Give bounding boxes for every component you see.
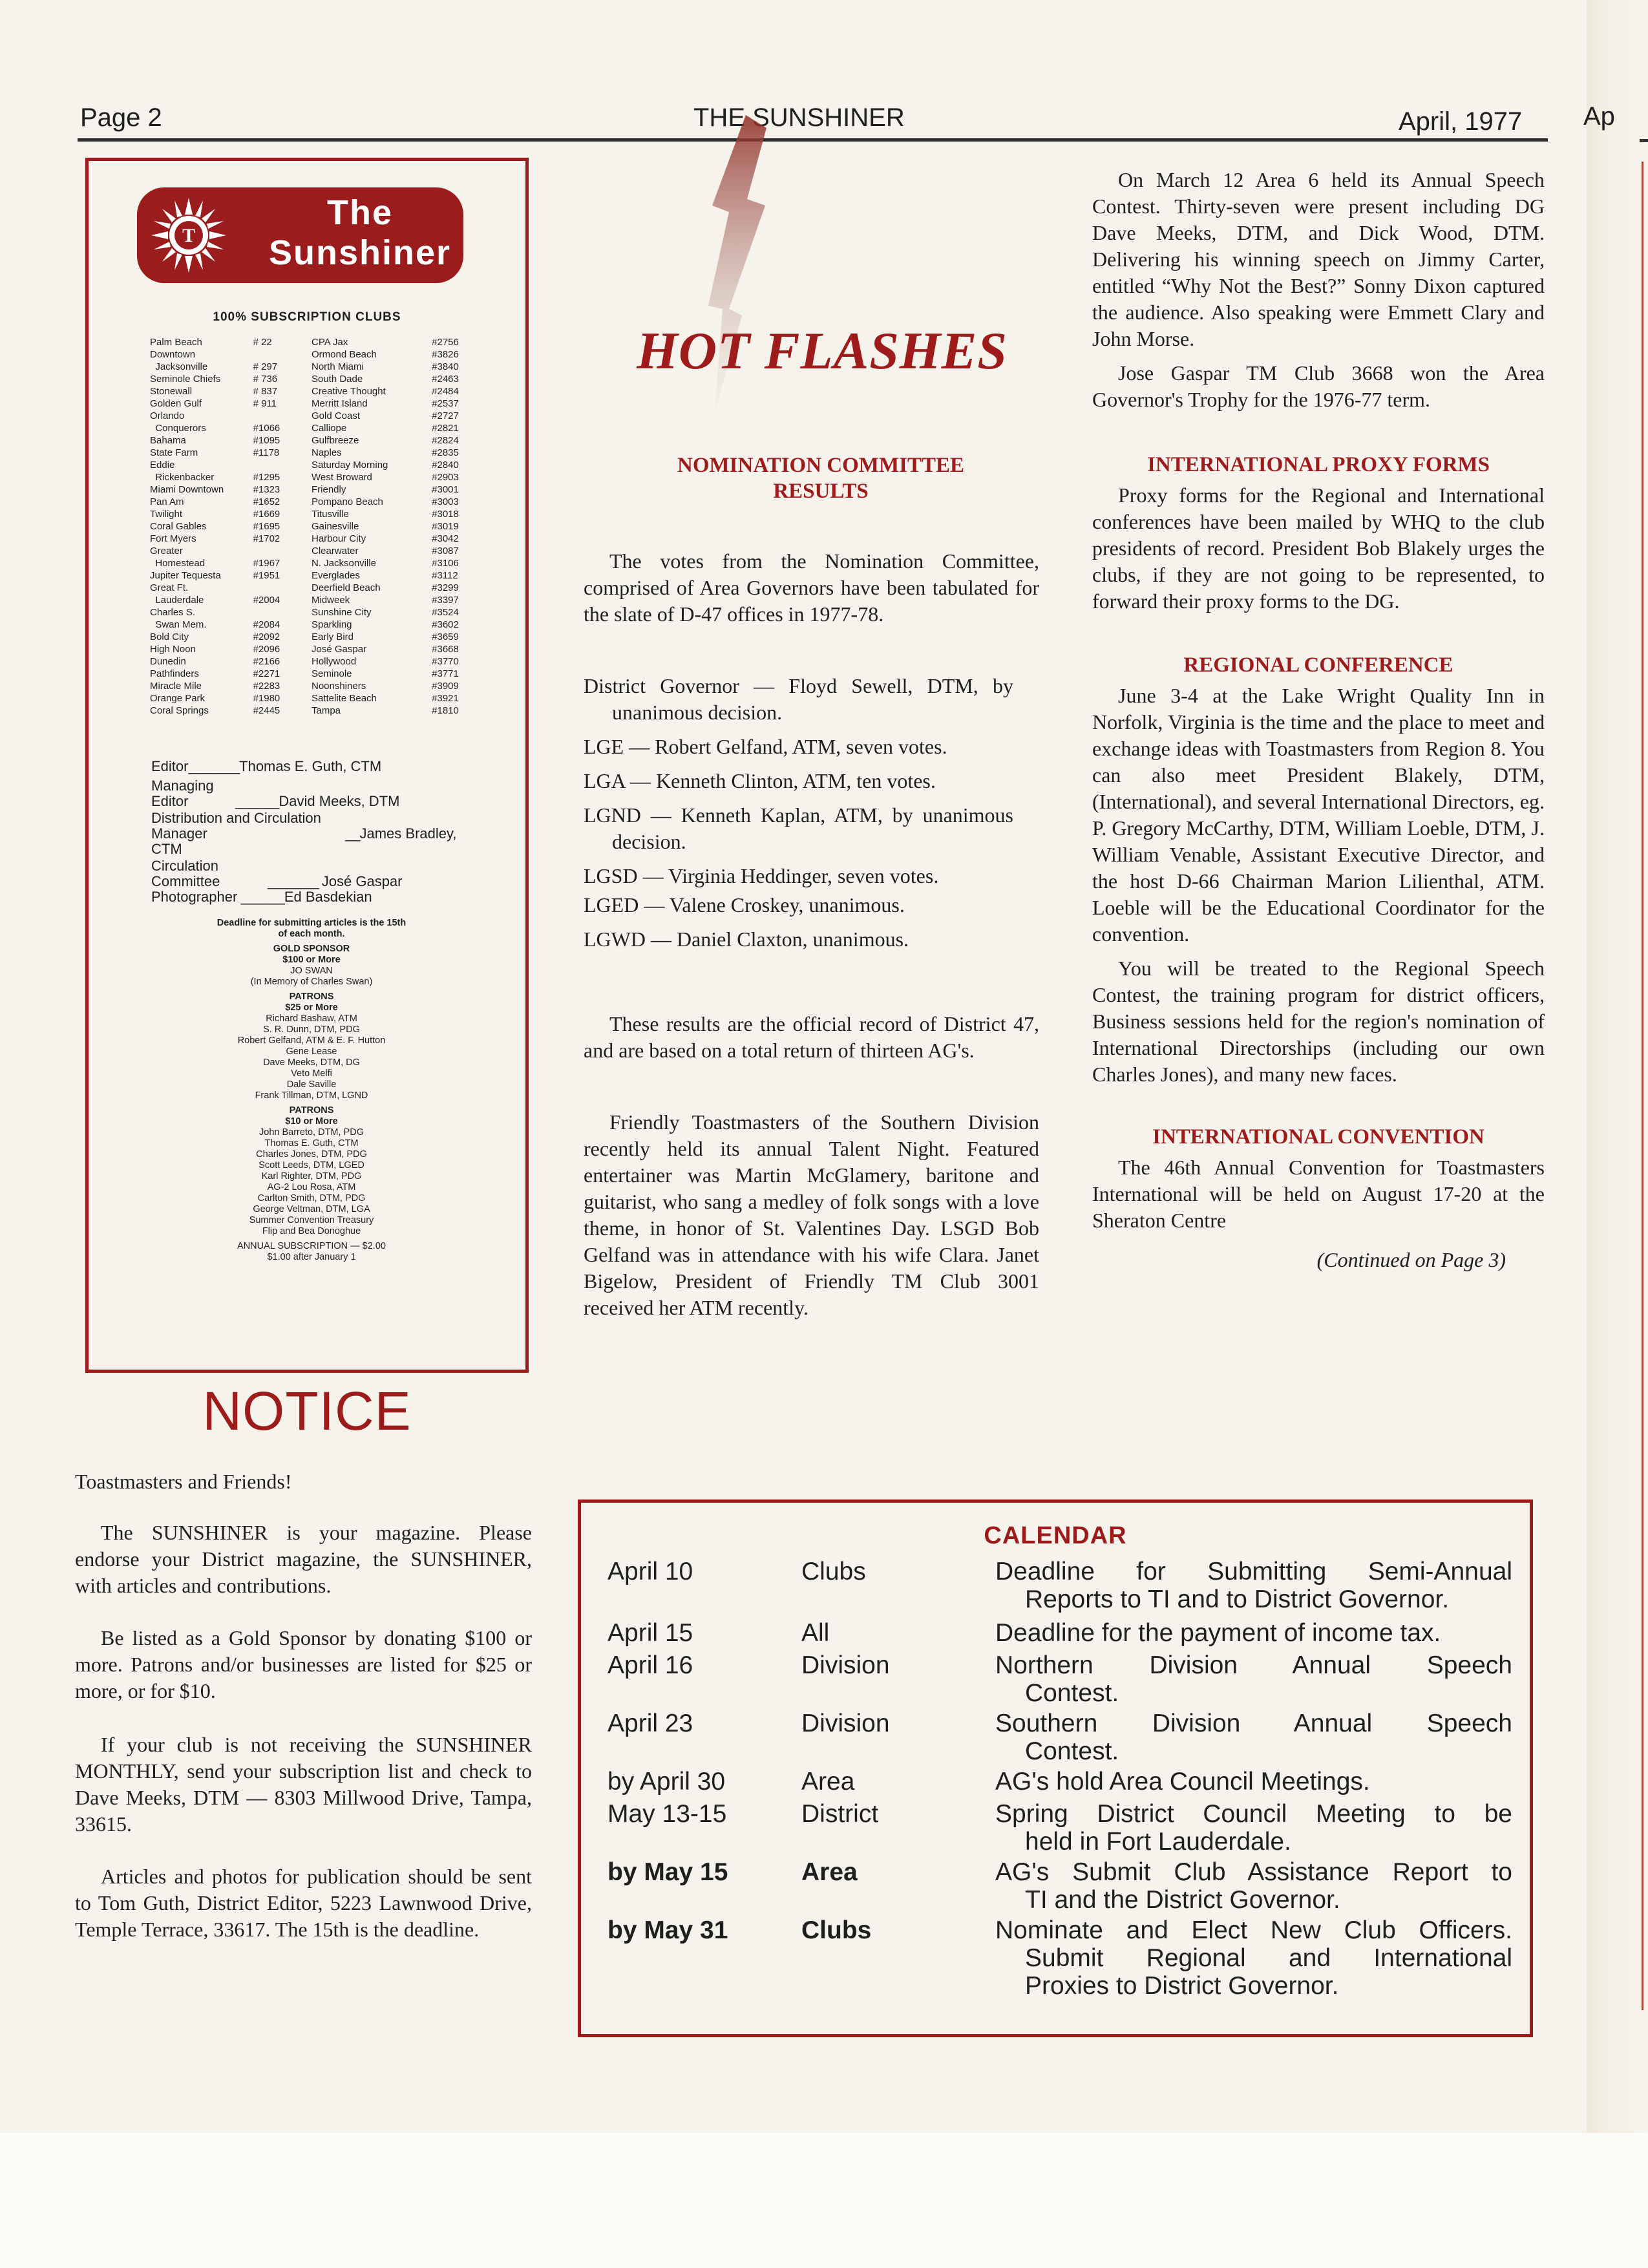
calendar-audience: District [801, 1800, 879, 1828]
club-name: Gainesville [311, 521, 359, 532]
club-name: Pompano Beach [311, 496, 383, 507]
regional-p1: June 3-4 at the Lake Wright Quality Inn in Norfolk, Virginia is the time and the place to meet and exchange ideas with Toastmasters from Region 8. You can also meet President Blakely, DTM, (International), and several International Directors, eg. P. Gregory McCarthy, DTM, William Loeble, DTM, J. William Venable, Assistant Executive Director, and the host D-66 Chairman Marion Lilienthal, ATM. Loeble will be the Educational Coordinator for the convention. [1092, 684, 1545, 946]
calendar-audience: Area [801, 1768, 855, 1796]
nominee-entry: LGED — Valene Croskey, unanimous. [584, 893, 905, 917]
calendar-date: April 10 [607, 1558, 693, 1585]
patron-name: Carlton Smith, DTM, PDG [257, 1193, 366, 1203]
nominee-entry: LGND — Kenneth Kaplan, ATM, by unanimous decision. [584, 803, 1013, 853]
club-number [253, 410, 312, 422]
next-page-spine [1587, 0, 1648, 2268]
club-row [150, 336, 473, 348]
area6-article: On March 12 Area 6 held its Annual Speech Contest. Thirty-seven were present including DG Dave Meeks, DTM, and Dick Wood, DTM. Delivering his winning speech on Jimmy Carter, entitled “Why Not the Best?” Sonny Dixon captured the audience. Also speaking were Emmett Clary and John Morse. [1092, 168, 1545, 350]
spine-text: Ap [1583, 102, 1615, 131]
club-number: #1295 [253, 472, 280, 483]
club-row [150, 569, 473, 582]
club-name: N. Jacksonville [311, 558, 377, 569]
club-name: Dunedin [150, 656, 186, 667]
club-name: Calliope [311, 423, 347, 434]
page-bottom-margin [0, 2133, 1648, 2268]
club-name: Miracle Mile [150, 681, 202, 692]
club-number: #2084 [253, 619, 280, 630]
calendar-event [995, 1619, 1512, 1647]
club-name: Midweek [311, 595, 350, 606]
club-name: South Dade [311, 374, 363, 385]
club-number: #3003 [432, 496, 459, 507]
notice-greeting: Toastmasters and Friends! [75, 1470, 292, 1493]
patron-name: Gene Lease [286, 1046, 337, 1057]
club-number: #3299 [432, 582, 459, 593]
club-number: #3826 [432, 349, 459, 360]
calendar-date: April 16 [607, 1651, 693, 1679]
club-name: Everglades [311, 570, 361, 581]
club-row [150, 508, 473, 520]
club-row [150, 385, 473, 397]
calendar-date: by May 31 [607, 1916, 728, 1944]
club-number: #1980 [253, 693, 280, 704]
continued-note: (Continued on Page 3) [1316, 1248, 1506, 1271]
club-name: Golden Gulf [150, 398, 202, 409]
club-row [150, 348, 473, 361]
calendar-event-line: Proxies to District Governor. [1025, 1972, 1339, 2000]
nominee-entry: LGWD — Daniel Claxton, unanimous. [584, 927, 909, 951]
club-name: Pan Am [150, 496, 184, 507]
calendar-event [995, 1916, 1512, 2000]
logo-line-2: Sunshiner [268, 233, 452, 272]
patron-name: Robert Gelfand, ATM & E. F. Hutton [237, 1035, 386, 1046]
sun-logo-icon [150, 196, 227, 274]
gold-sponsor-name: JO SWAN [290, 966, 333, 976]
club-name: Seminole Chiefs [150, 374, 221, 385]
club-number: #3018 [432, 509, 459, 520]
club-number: #1652 [253, 496, 280, 507]
club-number: #2271 [253, 668, 280, 679]
calendar-event [995, 1710, 1512, 1765]
calendar-date: April 23 [607, 1710, 693, 1737]
patrons25-heading: PATRONS [289, 991, 334, 1002]
club-number: #2096 [253, 644, 280, 655]
patron-name: Veto Melfi [291, 1068, 332, 1079]
club-name: State Farm [150, 447, 198, 458]
club-row [150, 410, 473, 422]
patron-name: Flip and Bea Donoghue [262, 1226, 361, 1236]
club-row [150, 680, 473, 692]
club-number: #2166 [253, 656, 280, 667]
patrons10-amount: $10 or More [285, 1116, 338, 1127]
notice-body [75, 1468, 532, 1969]
spine-box [1642, 162, 1648, 2010]
patron-name: Frank Tillman, DTM, LGND [255, 1090, 368, 1101]
club-number: #3921 [432, 693, 459, 704]
club-name: Stonewall [150, 386, 193, 397]
calendar-event-line: Northern Division Annual Speech [995, 1651, 1512, 1679]
club-name: Naples [311, 447, 342, 458]
club-number [253, 545, 312, 557]
spine-rule [1640, 139, 1648, 142]
gold-sponsor-memo: (In Memory of Charles Swan) [250, 977, 373, 987]
club-name: Charles S. [150, 607, 196, 618]
club-name: Downtown [150, 349, 196, 360]
club-row [150, 447, 473, 459]
club-name: Swan Mem. [150, 619, 207, 630]
patron-name: AG-2 Lou Rosa, ATM [267, 1182, 356, 1192]
gold-sponsor-heading: GOLD SPONSOR [273, 944, 350, 954]
club-number: #3042 [432, 533, 459, 544]
club-row [150, 361, 473, 373]
logo-line-1: The [326, 193, 393, 232]
club-name: Merritt Island [311, 398, 368, 409]
calendar-event [995, 1651, 1512, 1707]
staff-editor: Editor_______Thomas E. Guth, CTM [151, 758, 382, 774]
club-row [150, 373, 473, 385]
club-row [150, 655, 473, 668]
patron-name: S. R. Dunn, DTM, PDG [263, 1024, 360, 1035]
club-number: # 297 [253, 361, 278, 372]
calendar-audience: Division [801, 1651, 890, 1679]
club-number: #2756 [432, 337, 459, 348]
patron-name: Thomas E. Guth, CTM [264, 1138, 359, 1149]
club-number: #2484 [432, 386, 459, 397]
club-name: Gulfbreeze [311, 435, 359, 446]
club-name: Sunshine City [311, 607, 372, 618]
club-name: Orange Park [150, 693, 206, 704]
club-name: Rickenbacker [150, 472, 215, 483]
calendar-audience: Clubs [801, 1558, 866, 1585]
club-name: High Noon [150, 644, 196, 655]
calendar-date: May 13-15 [607, 1800, 727, 1828]
club-number: #3840 [432, 361, 459, 372]
club-name: Coral Springs [150, 705, 209, 716]
club-name: Jupiter Tequesta [150, 570, 221, 581]
club-name: Homestead [150, 558, 206, 569]
club-number: #3106 [432, 558, 459, 569]
club-number: #1178 [253, 447, 280, 458]
patrons10-list [150, 1127, 473, 1237]
patron-name: Richard Bashaw, ATM [266, 1013, 357, 1024]
club-name: José Gaspar [311, 644, 367, 655]
calendar-event [995, 1558, 1512, 1613]
club-name: North Miami [311, 361, 364, 372]
patron-name: Scott Leeds, DTM, LGED [259, 1160, 364, 1171]
club-row [150, 520, 473, 533]
calendar-event-line: TI and the District Governor. [1025, 1886, 1340, 1914]
patron-name: George Veltman, DTM, LGA [253, 1204, 370, 1214]
club-number: #2727 [432, 410, 459, 421]
club-number: # 22 [253, 337, 272, 348]
club-number: #1695 [253, 521, 280, 532]
club-number [253, 459, 312, 471]
club-row [150, 496, 473, 508]
notice-p2: Be listed as a Gold Sponsor by donating $100 or more. Patrons and/or businesses are listed for $25 or more, or for $10. [75, 1626, 532, 1702]
sunshiner-logo [137, 187, 463, 283]
club-row [150, 631, 473, 643]
proxy-article: Proxy forms for the Regional and International conferences have been mailed by WHQ to the club presidents of record. President Bob Blakely urges the clubs, if they are not going to be represented, to forward their proxy forms to the DG. [1092, 483, 1545, 613]
calendar-date: April 15 [607, 1619, 693, 1647]
club-row [150, 471, 473, 483]
club-number: #1702 [253, 533, 280, 544]
staff-photographer: Photographer ______Ed Basdekian [151, 889, 372, 905]
club-row [150, 594, 473, 606]
calendar-event-line: AG's Submit Club Assistance Report to [995, 1858, 1512, 1886]
club-row [150, 483, 473, 496]
regional-p2: You will be treated to the Regional Speech Contest, the training program for district officers, Business sessions held for the region's nomination of International Directorships (including our own Charles Jones), and many new faces. [1092, 957, 1545, 1086]
club-number: #3771 [432, 668, 459, 679]
club-name: Lauderdale [150, 595, 204, 606]
svg-text:T: T [182, 225, 196, 246]
calendar-event-line: Spring District Council Meeting to be [995, 1800, 1512, 1828]
club-name: Noonshiners [311, 681, 366, 692]
calendar-date: by May 15 [607, 1858, 728, 1886]
club-row [150, 619, 473, 631]
club-number: #3019 [432, 521, 459, 532]
club-number: #1095 [253, 435, 280, 446]
calendar-heading: CALENDAR [984, 1522, 1127, 1549]
calendar-audience: Clubs [801, 1916, 872, 1944]
nomination-heading: NOMINATION COMMITTEE RESULTS [677, 454, 964, 503]
club-number: #2537 [432, 398, 459, 409]
calendar-event-line: Contest. [1025, 1679, 1119, 1707]
club-name: CPA Jax [311, 337, 348, 348]
club-name: Bahama [150, 435, 186, 446]
notice-p3: If your club is not receiving the SUNSHINER MONTHLY, send your subscription list and check to Dave Meeks, DTM — 8303 Millwood Drive, Tampa, 33615. [75, 1733, 532, 1836]
deadline-note: Deadline for submitting articles is the 15th of each month. [217, 918, 407, 939]
club-row [150, 533, 473, 545]
nominee-list [584, 673, 1039, 953]
staff-circulation: Circulation Committee _______ José Gaspar [151, 858, 403, 889]
club-name: Great Ft. [150, 582, 189, 593]
club-name: Orlando [150, 410, 185, 421]
club-number: #1951 [253, 570, 280, 581]
club-name: Fort Myers [150, 533, 196, 544]
proxy-heading: INTERNATIONAL PROXY FORMS [1147, 453, 1490, 476]
club-row [150, 668, 473, 680]
club-name: Saturday Morning [311, 460, 388, 471]
regional-heading: REGIONAL CONFERENCE [1183, 653, 1453, 677]
club-name: Tampa [311, 705, 341, 716]
patrons25-amount: $25 or More [285, 1002, 338, 1013]
patron-name: Charles Jones, DTM, PDG [256, 1149, 367, 1160]
patron-name: Dale Saville [286, 1079, 337, 1090]
club-row [150, 422, 473, 434]
page-title: THE SUNSHINER [693, 103, 905, 132]
calendar-event-line: AG's hold Area Council Meetings. [995, 1768, 1370, 1796]
club-name: Sattelite Beach [311, 693, 377, 704]
sponsor-block [150, 918, 473, 1263]
club-name: Palm Beach [150, 337, 202, 348]
nominee-entry: LGE — Robert Gelfand, ATM, seven votes. [584, 735, 947, 758]
club-number: #3909 [432, 681, 459, 692]
club-number: #2840 [432, 460, 459, 471]
staff-managing-editor: Managing Editor ______David Meeks, DTM [151, 778, 400, 809]
calendar-event [995, 1768, 1512, 1796]
patron-name: Dave Meeks, DTM, DG [263, 1057, 360, 1068]
club-name: Clearwater [311, 546, 359, 556]
calendar-event-line: Reports to TI and to District Governor. [1025, 1585, 1450, 1613]
calendar-event-line: Contest. [1025, 1737, 1119, 1765]
club-name: Eddie [150, 460, 175, 471]
gold-sponsor-amount: $100 or More [282, 955, 341, 965]
club-number: #2283 [253, 681, 280, 692]
club-name: Twilight [150, 509, 183, 520]
club-name: Hollywood [311, 656, 357, 667]
club-number: #3770 [432, 656, 459, 667]
club-number [253, 582, 312, 594]
friendly-article: Friendly Toastmasters of the Southern Division recently held its annual Talent Night. Featured entertainer was Martin McGlamery, baritone and guitarist, who sang a medley of folk songs with a love theme, in honor of St. Valentines Day. LSGD Bob Gelfand was in attendance with his wife Clara. Janet Bigelow, President of Friendly TM Club 3001 received her ATM recently. [584, 1110, 1039, 1319]
club-name: Harbour City [311, 533, 366, 544]
calendar-audience: Area [801, 1858, 858, 1886]
club-name: Titusville [311, 509, 349, 520]
club-name: Deerfield Beach [311, 582, 381, 593]
calendar-event-line: Deadline for Submitting Semi-Annual [995, 1558, 1512, 1585]
club-number: # 736 [253, 374, 278, 385]
club-number: #3001 [432, 484, 459, 495]
hot-flashes-heading: HOT FLASHES [637, 321, 1008, 380]
patrons10-heading: PATRONS [289, 1105, 334, 1116]
issue-date: April, 1977 [1399, 107, 1523, 136]
club-number: #1669 [253, 509, 280, 520]
club-number: #1967 [253, 558, 280, 569]
middle-column [584, 548, 1039, 1347]
club-number: #1323 [253, 484, 280, 495]
calendar-event [995, 1858, 1512, 1914]
club-row [150, 545, 473, 557]
club-name: Creative Thought [311, 386, 386, 397]
patrons25-list [150, 1013, 473, 1101]
clubs-table [150, 336, 473, 717]
club-name: West Broward [311, 472, 372, 483]
club-row [150, 582, 473, 594]
club-number: #3659 [432, 631, 459, 642]
gaspar-article: Jose Gaspar TM Club 3668 won the Area Governor's Trophy for the 1976-77 term. [1092, 361, 1545, 411]
club-name: Ormond Beach [311, 349, 377, 360]
patron-name: Summer Convention Treasury [249, 1215, 374, 1225]
club-number: #2004 [253, 595, 280, 606]
calendar-event-line: held in Fort Lauderdale. [1025, 1828, 1291, 1856]
club-number: #2821 [432, 423, 459, 434]
nomination-p1: The votes from the Nomination Committee, comprised of Area Governors have been tabulated for the slate of D-47 offices in 1977-78. [584, 549, 1039, 626]
club-name: Sparkling [311, 619, 352, 630]
club-number: #2835 [432, 447, 459, 458]
club-row [150, 692, 473, 705]
notice-heading: NOTICE [202, 1381, 412, 1441]
nominee-entry: LGA — Kenneth Clinton, ATM, ten votes. [584, 769, 936, 792]
club-number: #2092 [253, 631, 280, 642]
patron-name: John Barreto, DTM, PDG [259, 1127, 364, 1138]
calendar-date: by April 30 [607, 1768, 726, 1796]
nominee-entry: LGSD — Virginia Heddinger, seven votes. [584, 864, 939, 887]
club-row [150, 643, 473, 655]
calendar-audience: All [801, 1619, 830, 1647]
club-name: Bold City [150, 631, 189, 642]
club-row [150, 705, 473, 717]
club-name: Seminole [311, 668, 352, 679]
convention-heading: INTERNATIONAL CONVENTION [1152, 1125, 1484, 1149]
club-number: #2463 [432, 374, 459, 385]
club-number: #2903 [432, 472, 459, 483]
club-number: #3602 [432, 619, 459, 630]
club-row [150, 606, 473, 619]
club-number: #1066 [253, 423, 280, 434]
calendar-event-line: Nominate and Elect New Club Officers. [995, 1916, 1512, 1944]
club-number [253, 606, 312, 619]
club-number: #2445 [253, 705, 280, 716]
club-name: Miami Downtown [150, 484, 224, 495]
notice-p1: The SUNSHINER is your magazine. Please endorse your District magazine, the SUNSHINER, with articles and contributions. [75, 1521, 532, 1597]
staff-distribution: Distribution and Circulation Manager __James Bradley, CTM [151, 810, 457, 857]
club-name: Early Bird [311, 631, 354, 642]
club-number: #3397 [432, 595, 459, 606]
club-name: Greater [150, 546, 183, 556]
calendar-audience: Division [801, 1710, 890, 1737]
nominee-entry: District Governor — Floyd Sewell, DTM, by unanimous decision. [584, 674, 1013, 724]
calendar-event [995, 1800, 1512, 1856]
convention-article: The 46th Annual Convention for Toastmasters International will be held on August 17-20 at the Sheraton Centre [1092, 1156, 1545, 1232]
club-row [150, 434, 473, 447]
nomination-p2: These results are the official record of District 47, and are based on a total return of thirteen AG's. [584, 1012, 1039, 1062]
club-row [150, 459, 473, 471]
club-number: #3668 [432, 644, 459, 655]
calendar-event-line: Deadline for the payment of income tax. [995, 1619, 1441, 1647]
club-name: Coral Gables [150, 521, 207, 532]
club-name: Gold Coast [311, 410, 361, 421]
calendar-event-line: Submit Regional and International [1025, 1944, 1512, 1972]
club-number: # 837 [253, 386, 278, 397]
club-number: #3112 [432, 570, 458, 581]
annual-subscription: ANNUAL SUBSCRIPTION — $2.00 [237, 1241, 386, 1251]
club-number: #3087 [432, 546, 459, 556]
annual-subscription-2: $1.00 after January 1 [267, 1252, 356, 1262]
right-column [1092, 167, 1545, 1273]
staff-list [151, 759, 474, 905]
club-name: Pathfinders [150, 668, 199, 679]
club-row [150, 397, 473, 410]
club-number: # 911 [253, 398, 277, 409]
header-rule [78, 138, 1548, 142]
page-number: Page 2 [80, 103, 162, 132]
club-name: Jacksonville [150, 361, 208, 372]
club-number: #1810 [432, 705, 459, 716]
club-number: #2824 [432, 435, 459, 446]
club-number [253, 348, 312, 361]
patron-name: Karl Righter, DTM, PDG [261, 1171, 362, 1182]
notice-p4: Articles and photos for publication should be sent to Tom Guth, District Editor, 5223 Lawnwood Drive, Temple Terrace, 33617. The 15th is the deadline. [75, 1865, 532, 1941]
clubs-heading: 100% SUBSCRIPTION CLUBS [213, 310, 401, 324]
club-row [150, 557, 473, 569]
club-name: Friendly [311, 484, 346, 495]
calendar-event-line: Southern Division Annual Speech [995, 1710, 1512, 1737]
club-number: #3524 [432, 607, 459, 618]
club-name: Conquerors [150, 423, 206, 434]
